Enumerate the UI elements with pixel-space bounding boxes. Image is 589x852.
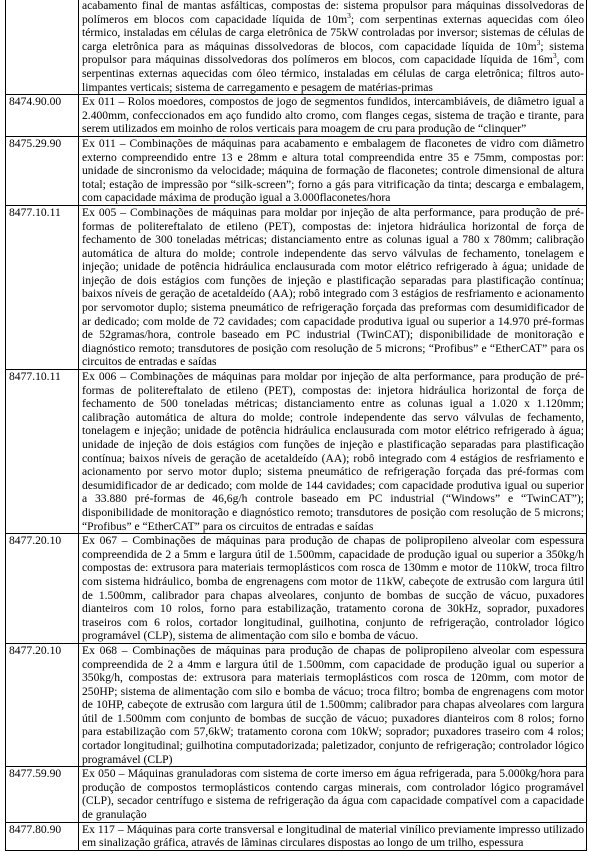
table-row xyxy=(6,643,587,766)
description-cell: Ex 050 – Máquinas granuladoras com sistema de corte imerso em água refrigerada, para 5.000kg/hora para produção de compostos termoplásticos contendo cargas minerais, com controlador lógico programável (CLP), secador centrífugo e sistema de refrigeração da água com capacidade compatível com a capacidade de granulação xyxy=(79,767,587,822)
table-row xyxy=(6,0,587,95)
table-row xyxy=(6,95,587,137)
table-row xyxy=(6,767,587,822)
description-text: acabamento final de mantas asfálticas, compostas de: sistema propulsor para máquinas dissolvedoras de polímeros em blocos com capacidade líquida de 10m xyxy=(82,0,584,26)
description-text: ; com serpentinas externas aquecidas com óleo térmico, instaladas em células de carga eletrônica de 75kW controladas por inversor; sistemas de células de carga eletrônica para as máquinas dissolvedoras de blocos, com capacidade líquida de 10m xyxy=(82,12,584,53)
document-page xyxy=(5,0,587,851)
superscript: 3 xyxy=(536,37,541,47)
table-row xyxy=(6,205,587,369)
description-cell: Ex 011 – Rolos moedores, compostos de jogo de segmentos fundidos, intercambiáveis, de diâmetro igual a 2.400mm, confeccionados em aço fundido alto cromo, com flanges cegas, sistema de tração e tirante, para serem utilizados em moinho de rolos verticais para moagem de cru para produção de “clinquer” xyxy=(79,95,587,137)
ncm-code-cell: 8474.90.00 xyxy=(6,95,79,137)
superscript: 3 xyxy=(347,10,351,20)
ncm-code-cell: 8475.29.90 xyxy=(6,136,79,205)
description-cell: Ex 006 – Combinações de máquinas para moldar por injeção de alta performance, para produção de pré-formas de politereftalato de etileno (PET), compostas de: injetora hidráulica horizontal de força de fechamento de 500 toneladas métricas; distanciamento entre as colunas igual a 1.020 x 1.120mm; calibração automática de altura do molde; controle independente das servo válvulas de fechamento, tonelagem e injeção; unidade de potência hidráulica enclausurada com motor elétrico refrigerado à água; unidade de injeção de dois estágios com funções de injeção e plastificação separadas para plastificação contínua; baixos níveis de geração de acetaldeído (AA); robô integrado com 4 estágios de resfriamento e acionamento por servo motor duplo; sistema pneumático de refrigeração forçada das pré-formas com desumidificador de ar dedicado; com molde de 144 cavidades; com capacidade produtiva igual ou superior a 33.880 pré-formas de 46,6g/h controle baseado em PC industrial (“Windows” e “TwinCAT”); disponibilidade de monitoração e diagnóstico remoto; transdutores de posição com resolução de 5 microns; “Profibus” e “EtherCAT” para os circuitos de entradas e saídas xyxy=(79,370,587,534)
description-text: , com serpentinas externas aquecidas com óleo térmico, instaladas em células de carga eletrônica; filtros auto-limpantes verticais; sistema de carregamento e pesagem de matérias-primas xyxy=(82,53,584,94)
ncm-code-cell: 8477.10.11 xyxy=(6,205,79,369)
table-row xyxy=(6,136,587,205)
superscript: 3 xyxy=(552,51,557,61)
description-cell: Ex 005 – Combinações de máquinas para moldar por injeção de alta performance, para produção de pré-formas de politereftalato de etileno (PET), compostas de: injetora hidráulica horizontal de força de fechamento de 300 toneladas métricas; distanciamento entre as colunas igual a 780 x 780mm; calibração automática de altura do molde; controle independente das servo válvulas de fechamento, tonelagem e injeção; unidade de potência hidráulica enclausurada com motor elétrico refrigerado à água; unidade de injeção de dois estágios com funções de injeção e plastificação separadas para plastificação contínua; baixos níveis de geração de acetaldeído (AA); robô integrado com 3 estágios de resfriamento e acionamento por servomotor duplo; sistema pneumático de refrigeração forçada das preformas com desumidificador de ar dedicado; com molde de 72 cavidades; com capacidade produtiva igual ou superior a 14.970 pré-formas de 52gramas/hora, controle baseado em PC industrial (TwinCAT); disponibilidade de monitoração e diagnóstico remoto; transdutores de posição com resolução de 5 microns; “Profibus” e “EtherCAT” para os circuitos de entradas e saídas xyxy=(79,205,587,369)
description-cell: Ex 067 – Combinações de máquinas para produção de chapas de polipropileno alveolar com espessura compreendida de 2 a 5mm e largura útil de 1.500mm, capacidade de produção igual ou superior a 350kg/h compostas de: extrusora para materiais termoplásticos com rosca de 130mm e motor de 110kW, troca filtro com sistema hidráulico, bomba de engrenagens com motor de 11kW, cabeçote de extrusão com largura útil de 1.500mm, calibrador para chapas alveolares, conjunto de bombas de sucção de vácuo, puxadores dianteiros com 10 rolos, forno para estabilização, tratamento corona de 30kHz, soprador, puxadores traseiros com 6 rolos, cortador longitudinal, guilhotina, conjunto de refrigeração, controlador lógico programável (CLP), sistema de alimentação com silo e bomba de vácuo. xyxy=(79,534,587,644)
description-cell: Ex 011 – Combinações de máquinas para acabamento e embalagem de flaconetes de vidro com diâmetro externo compreendido entre 13 e 28mm e altura total compreendida entre 35 e 75mm, compostas por: unidade de sincronismo da velocidade; máquina de formação de flaconetes; controle dimensional de altura total; estação de impressão por “silk-screen”; forno a gás para vitrificação da tinta; descarga e embalagem, com capacidade máxima de produção igual a 3.000flaconetes/hora xyxy=(79,136,587,205)
table-row xyxy=(6,534,587,644)
description-text: ; sistema propulsor para máquinas dissolvedoras dos polímeros em blocos, com capacidade líquida de 16m xyxy=(82,39,584,67)
table-row xyxy=(6,370,587,534)
ncm-code-cell: 8477.20.10 xyxy=(6,643,79,766)
description-cell: Ex 117 – Máquinas para corte transversal e longitudinal de material vinílico previamente impresso utilizado em sinalização gráfica, através de lâminas circulares dispostas ao longo de um trilho, espessura xyxy=(79,822,587,850)
ncm-exception-table xyxy=(5,0,587,851)
table-row xyxy=(6,822,587,850)
ncm-code-cell: 8477.10.11 xyxy=(6,370,79,534)
description-cell: Ex 068 – Combinações de máquinas para produção de chapas de polipropileno alveolar com espessura compreendida de 2 a 4mm e largura útil de 1.500mm, com capacidade de produção igual ou superior a 350kg/h, compostas de: extrusora para materiais termoplásticos com rosca de 120mm, com motor de 250HP; sistema de alimentação com silo e bomba de vácuo; troca filtro; bomba de engrenagens com motor de 10HP, cabeçote de extrusão com largura útil de 1.500mm; calibrador para chapas alveolares com largura útil de 1.500mm com conjunto de bombas de sucção de vácuo; puxadores dianteiros com 8 rolos; forno para estabilização com 57,6kW; tratamento corona com 10kW; soprador; puxadores traseiro com 4 rolos; cortador longitudinal; guilhotina computadorizada; paletizador, conjunto de refrigeração; controlador lógico programável (CLP) xyxy=(79,643,587,766)
ncm-code-cell: 8477.80.90 xyxy=(6,822,79,850)
ncm-code-cell: 8477.20.10 xyxy=(6,534,79,644)
description-cell xyxy=(79,0,587,95)
ncm-code-cell xyxy=(6,0,79,95)
ncm-code-cell: 8477.59.90 xyxy=(6,767,79,822)
